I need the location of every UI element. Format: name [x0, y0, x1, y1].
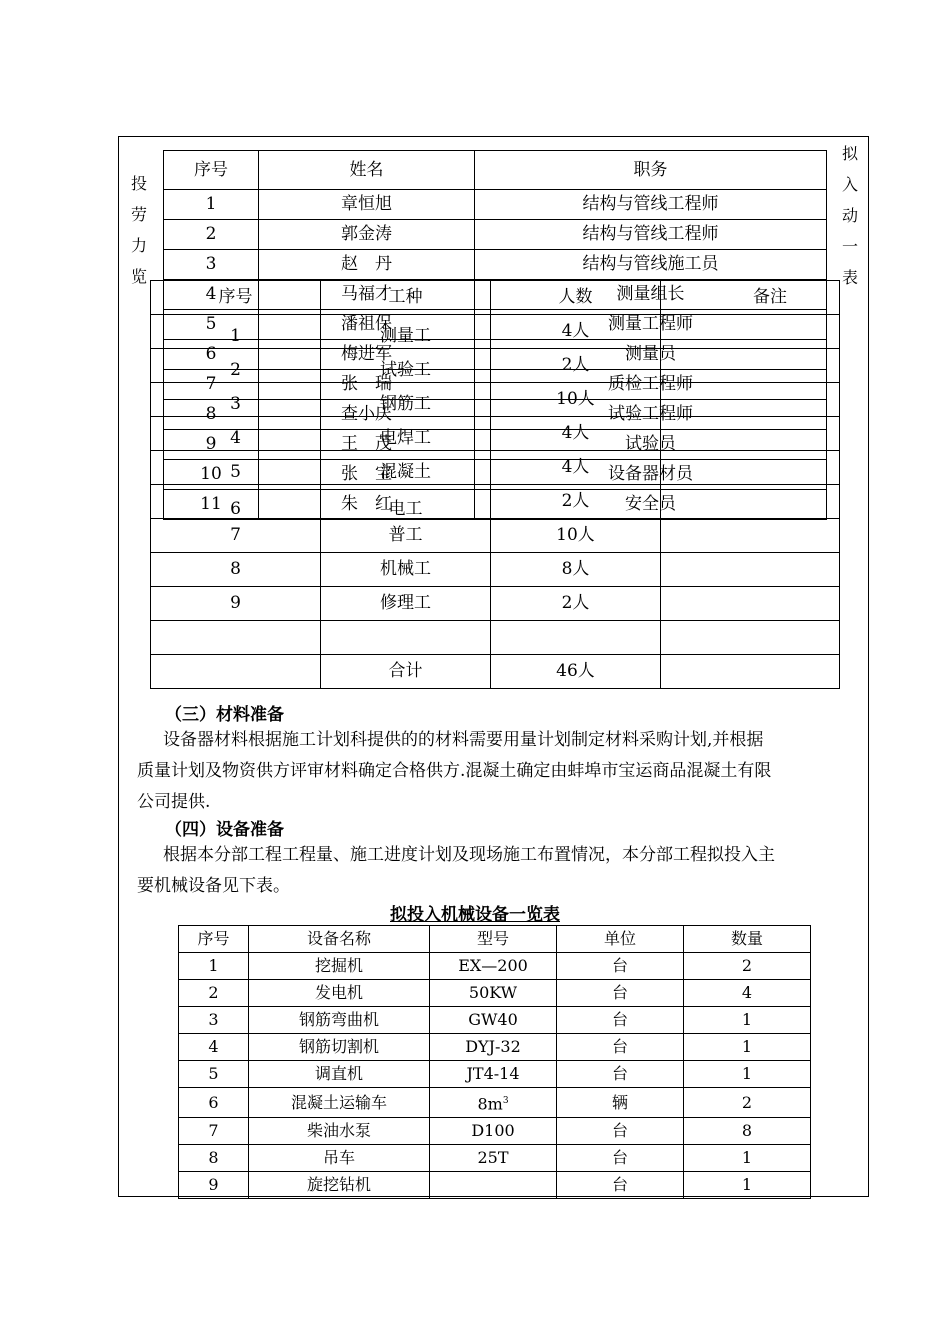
table-cell [321, 451, 491, 485]
table-cell [321, 587, 491, 621]
header-cell: 工种 [321, 281, 491, 315]
paragraph-line: 质量计划及物资供方评审材料确定合格供方.混凝土确定由蚌埠市宝运商品混凝土有限 [137, 761, 772, 781]
cell-text: 试验工 [380, 360, 431, 380]
cell-text: 6 [205, 344, 217, 364]
table-cell [430, 1061, 557, 1088]
table-header-row [179, 926, 811, 953]
cell-text: 1 [208, 956, 219, 975]
cell-text: 4 [208, 1037, 219, 1056]
cell-text: 4人 [561, 457, 590, 477]
table-cell [151, 485, 321, 519]
cell-text: 混凝土 [380, 462, 431, 482]
table-row [179, 980, 811, 1007]
cell-text: 安全员 [625, 494, 676, 514]
cell-text: 钢筋弯曲机 [298, 1010, 379, 1029]
table-cell [684, 953, 811, 980]
cell-text: 挖掘机 [314, 956, 363, 975]
cell-text: 机械工 [380, 559, 431, 579]
table-cell [684, 1118, 811, 1145]
right-side-char: 表 [841, 268, 858, 287]
table-cell [179, 1034, 249, 1061]
paragraph-line: 公司提供. [137, 792, 211, 812]
table-row [164, 190, 827, 220]
cell-text: 1 [205, 194, 217, 214]
header-cell: 设备名称 [249, 926, 430, 953]
table-cell [491, 587, 661, 621]
table-row [151, 519, 840, 553]
table-cell [491, 621, 661, 655]
table-row [151, 451, 840, 485]
table-cell [557, 1034, 684, 1061]
table-cell [684, 1034, 811, 1061]
table-cell [661, 383, 840, 417]
cell-text: 8 [205, 404, 217, 424]
table-cell [491, 553, 661, 587]
table-cell [491, 349, 661, 383]
cell-text: 6 [208, 1092, 219, 1112]
table-cell [151, 621, 321, 655]
cell-text: 郭金涛 [341, 224, 392, 244]
table-cell [491, 315, 661, 349]
table-cell [179, 1088, 249, 1118]
table-cell [179, 1118, 249, 1145]
table-cell [684, 1007, 811, 1034]
cell-text: D100 [471, 1121, 515, 1141]
table-cell [151, 655, 321, 689]
left-side-char: 投 [130, 174, 147, 193]
table-cell [249, 1034, 430, 1061]
table-cell [684, 1145, 811, 1172]
table-header-row [151, 281, 840, 315]
table-cell [179, 1007, 249, 1034]
table-cell [321, 485, 491, 519]
cell-text: 10人 [556, 389, 595, 409]
cell-text: 4 [230, 428, 241, 448]
table-row [151, 349, 840, 383]
cell-text: 钢筋工 [380, 394, 431, 414]
cell-text: 钢筋切割机 [298, 1037, 379, 1056]
table-row [151, 383, 840, 417]
table-cell [164, 220, 259, 250]
cell-text: 46人 [556, 661, 595, 681]
table-cell [684, 1172, 811, 1199]
table-cell [164, 190, 259, 220]
cell-text: 柴油水泵 [306, 1121, 371, 1141]
table-cell [321, 655, 491, 689]
cell-text: 梅进军 [341, 344, 392, 364]
cell-text: 测量员 [625, 344, 676, 364]
cell-text: 质检工程师 [608, 374, 693, 394]
cell-text: 马福才 [341, 284, 392, 304]
table-cell [475, 190, 827, 220]
cell-text: 修理工 [380, 593, 431, 613]
table-cell [249, 1007, 430, 1034]
header-cell: 序号 [164, 151, 259, 190]
cell-text: 5 [230, 462, 241, 482]
table-row [151, 485, 840, 519]
table-cell [151, 383, 321, 417]
cell-text: 张 瑞 [341, 374, 392, 394]
cell-text: 2 [741, 1092, 753, 1112]
cell-text: 10人 [556, 525, 595, 545]
equip-table-caption: 拟投入机械设备一览表 [390, 905, 560, 925]
cell-text: 7 [205, 374, 217, 394]
cell-text: 1 [741, 1148, 753, 1168]
section4-paragraph [137, 840, 853, 902]
table-row [179, 1088, 811, 1118]
cell-text: 电焊工 [380, 428, 431, 448]
table-cell [491, 383, 661, 417]
table-cell [151, 587, 321, 621]
cell-text: 1 [741, 1010, 753, 1029]
cell-text: 测量组长 [616, 284, 685, 304]
table-cell [259, 220, 475, 250]
table-cell [491, 485, 661, 519]
cell-text: 2人 [561, 355, 590, 375]
table-cell [430, 980, 557, 1007]
table-cell [475, 250, 827, 280]
table-cell [321, 383, 491, 417]
table-cell [321, 315, 491, 349]
cell-text: 赵 丹 [341, 254, 392, 274]
table-row [179, 1061, 811, 1088]
cell-text: 2人 [561, 593, 590, 613]
left-side-char: 劳 [130, 205, 147, 224]
cell-text: 台 [611, 1121, 628, 1141]
cell-text: 2 [208, 983, 219, 1002]
left-side-char: 览 [130, 267, 147, 286]
cell-text: 台 [611, 1037, 628, 1056]
table-row [151, 315, 840, 349]
table-cell [557, 1172, 684, 1199]
cell-text: 旋挖钻机 [306, 1175, 371, 1195]
left-side-label [129, 168, 149, 292]
table-row [164, 250, 827, 280]
header-cell: 职务 [475, 151, 827, 190]
table-row [151, 655, 840, 689]
table-row [151, 553, 840, 587]
right-side-char: 一 [841, 237, 858, 256]
cell-text: 8人 [561, 559, 590, 579]
table-cell [661, 349, 840, 383]
table-cell [661, 417, 840, 451]
cell-text: 潘祖保 [341, 314, 392, 334]
equip-table [178, 925, 811, 1199]
cell-text: 7 [208, 1121, 219, 1141]
cell-text: 普工 [388, 525, 423, 545]
cell-text: GW40 [468, 1010, 518, 1029]
table-cell [661, 485, 840, 519]
table-cell [557, 1145, 684, 1172]
cell-text: 2 [205, 224, 217, 244]
left-side-char: 力 [130, 236, 147, 255]
table-row [179, 1034, 811, 1061]
right-side-char: 动 [841, 206, 858, 225]
cell-text: 8 [741, 1121, 753, 1141]
cell-text: 4 [205, 284, 217, 304]
cell-text: 2 [741, 956, 753, 975]
table-cell [249, 1145, 430, 1172]
cell-text: 朱 红 [341, 494, 392, 514]
table-cell [151, 315, 321, 349]
table-cell [684, 1088, 811, 1118]
cell-text: 3 [230, 394, 241, 414]
cell-text: 1 [230, 326, 241, 346]
table-cell [557, 1118, 684, 1145]
labor-table [150, 280, 840, 689]
cell-text: 4人 [561, 321, 590, 341]
cell-text: 王 茂 [341, 434, 392, 454]
paragraph-line: 设备器材料根据施工计划科提供的的材料需要用量计划制定材料采购计划,并根据 [163, 730, 764, 750]
cell-text: 合计 [388, 661, 423, 681]
cell-text: 结构与管线工程师 [582, 194, 719, 214]
cell-text: 吊车 [322, 1148, 355, 1168]
table-row [179, 953, 811, 980]
table-cell [430, 1034, 557, 1061]
table-cell [661, 553, 840, 587]
table-cell [179, 1061, 249, 1088]
right-side-label [840, 138, 860, 293]
table-cell [151, 349, 321, 383]
table-cell [557, 1088, 684, 1118]
table-cell [321, 519, 491, 553]
cell-text: 9 [205, 434, 217, 454]
header-cell: 姓名 [259, 151, 475, 190]
cell-text: 测量工程师 [608, 314, 693, 334]
unit-superscript: 3 [502, 1096, 509, 1106]
table-cell [661, 655, 840, 689]
table-cell [179, 980, 249, 1007]
cell-text: 章恒旭 [341, 194, 392, 214]
table-cell [430, 1007, 557, 1034]
header-cell: 序号 [151, 281, 321, 315]
section3-heading: （三）材料准备 [165, 705, 284, 725]
cell-text: 设备器材员 [608, 464, 693, 484]
header-cell: 型号 [430, 926, 557, 953]
table-cell [661, 621, 840, 655]
table-header-row [164, 151, 827, 190]
table-cell [491, 417, 661, 451]
table-cell [661, 451, 840, 485]
table-cell [684, 980, 811, 1007]
table-row [179, 1007, 811, 1034]
cell-text: 8m [477, 1094, 503, 1114]
cell-text: 6 [230, 499, 241, 519]
cell-text: 7 [230, 525, 241, 545]
cell-text: 台 [611, 1064, 628, 1083]
paragraph-line: 根据本分部工程工程量、施工进度计划及现场施工布置情况，本分部工程拟投入主 [163, 845, 775, 865]
table-cell [179, 953, 249, 980]
cell-text: 4人 [561, 423, 590, 443]
table-cell [661, 519, 840, 553]
table-cell [475, 220, 827, 250]
cell-text: 台 [611, 1148, 628, 1168]
cell-text: 1 [741, 1064, 753, 1083]
right-side-char: 入 [841, 175, 858, 194]
table-row [164, 220, 827, 250]
cell-text: 电工 [388, 499, 423, 519]
table-cell [661, 587, 840, 621]
table-cell [430, 1118, 557, 1145]
header-cell: 数量 [684, 926, 811, 953]
table-cell [491, 519, 661, 553]
table-cell [661, 315, 840, 349]
cell-text: 查小庆 [341, 404, 392, 424]
cell-text: 5 [205, 314, 217, 334]
cell-text: 50KW [468, 983, 518, 1002]
table-cell [151, 417, 321, 451]
table-cell [151, 519, 321, 553]
cell-text: 结构与管线施工员 [582, 254, 719, 274]
table-cell [491, 451, 661, 485]
right-side-char: 拟 [841, 144, 858, 163]
cell-text: 台 [611, 956, 628, 975]
table-cell [430, 953, 557, 980]
table-cell [249, 1088, 430, 1118]
cell-text: 1 [741, 1037, 753, 1056]
table-row [151, 621, 840, 655]
cell-text: 3 [205, 254, 217, 274]
cell-text: 8 [230, 559, 241, 579]
table-cell [249, 980, 430, 1007]
cell-text: JT4-14 [466, 1064, 520, 1083]
cell-text: 试验员 [625, 434, 676, 454]
section4-heading: （四）设备准备 [165, 820, 284, 840]
table-cell [557, 1007, 684, 1034]
table-row [179, 1145, 811, 1172]
cell-text: 发电机 [314, 983, 363, 1002]
cell-text: 台 [611, 983, 628, 1002]
cell-text: 调直机 [314, 1064, 363, 1083]
table-row [151, 587, 840, 621]
table-cell [321, 553, 491, 587]
paragraph-line: 要机械设备见下表。 [137, 876, 290, 896]
section3-paragraph [137, 725, 853, 818]
table-cell [557, 1061, 684, 1088]
header-cell: 单位 [557, 926, 684, 953]
table-cell [430, 1088, 557, 1118]
table-cell [321, 349, 491, 383]
table-cell [259, 250, 475, 280]
cell-text: 辆 [611, 1092, 628, 1112]
cell-text: 9 [230, 593, 241, 613]
cell-text: 4 [741, 983, 753, 1002]
table-cell [557, 980, 684, 1007]
table-cell [151, 553, 321, 587]
table-cell [321, 621, 491, 655]
table-row [151, 417, 840, 451]
header-cell: 人数 [491, 281, 661, 315]
table-cell [164, 250, 259, 280]
cell-text: 8 [208, 1148, 219, 1168]
cell-text: 试验工程师 [608, 404, 693, 424]
table-cell [430, 1172, 557, 1199]
table-cell [491, 655, 661, 689]
table-row [179, 1172, 811, 1199]
table-cell [684, 1061, 811, 1088]
table-cell [321, 417, 491, 451]
table-cell [151, 451, 321, 485]
table-cell [259, 190, 475, 220]
cell-text: 台 [611, 1175, 628, 1195]
cell-text: 测量工 [380, 326, 431, 346]
table-cell [557, 953, 684, 980]
table-cell [249, 1172, 430, 1199]
table-cell [249, 1118, 430, 1145]
table-cell [249, 953, 430, 980]
cell-text: 5 [208, 1064, 219, 1083]
cell-text: 3 [208, 1010, 219, 1029]
cell-text: 9 [208, 1175, 219, 1195]
cell-text: 1 [741, 1175, 753, 1195]
cell-text: 张 宝 [341, 464, 392, 484]
table-row [179, 1118, 811, 1145]
cell-text: 台 [611, 1010, 628, 1029]
table-cell [179, 1145, 249, 1172]
cell-text: 11 [200, 494, 222, 514]
header-cell: 备注 [661, 281, 840, 315]
table-cell [179, 1172, 249, 1199]
cell-text: 2人 [561, 491, 590, 511]
cell-text: 25T [477, 1148, 509, 1168]
cell-text: 混凝土运输车 [290, 1092, 387, 1112]
table-cell [430, 1145, 557, 1172]
cell-text: 结构与管线工程师 [582, 224, 719, 244]
cell-text: 10 [200, 464, 222, 484]
cell-text: DYJ-32 [465, 1037, 521, 1056]
cell-text: 2 [230, 360, 241, 380]
cell-text: EX—200 [458, 956, 528, 975]
table-cell [249, 1061, 430, 1088]
header-cell: 序号 [179, 926, 249, 953]
